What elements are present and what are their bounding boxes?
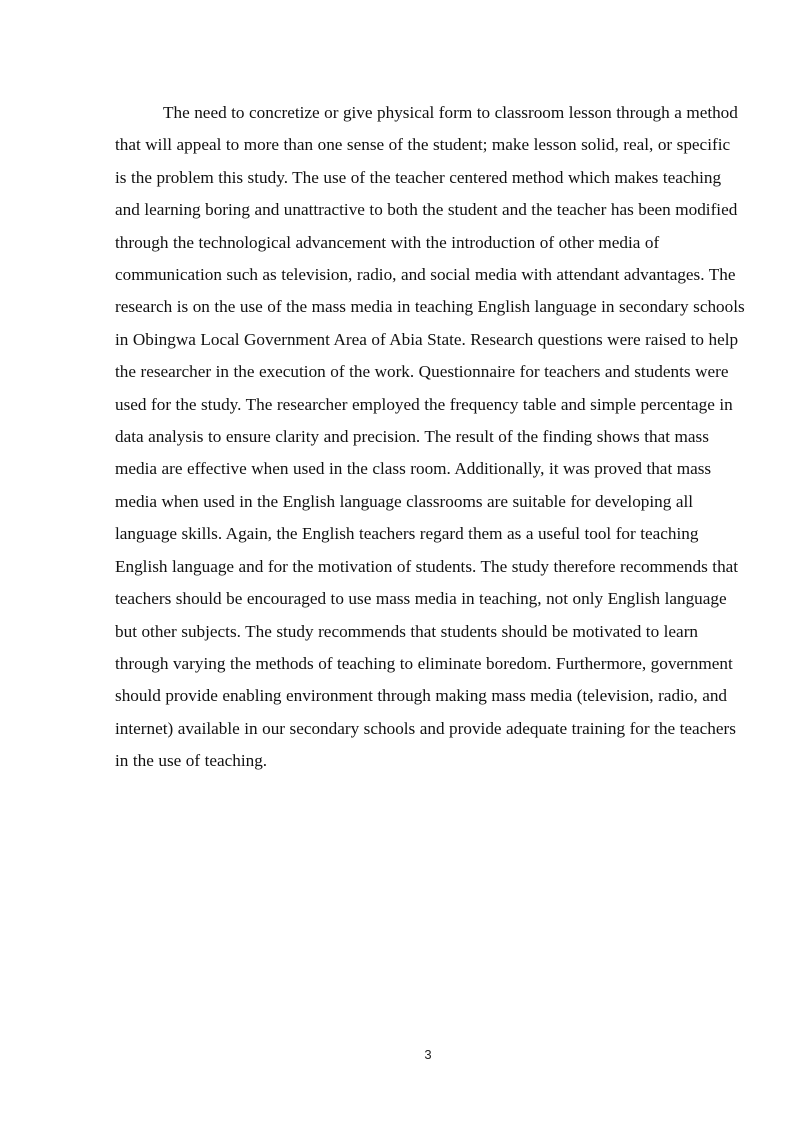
page-number: 3 — [424, 1047, 432, 1062]
abstract-paragraph: The need to concretize or give physical form to classroom lesson through a method that will appeal to more than one sense of the student; make lesson solid, real, or specific is the problem this study. The use of the teacher centered method which makes teaching and learning boring and unattractive to both the student and the teacher has been modified through the technological advancement with the introduction of other media of communication such as television, radio, and social media with attendant advantages. The research is on the use of the mass media in teaching English language in secondary schools in Obingwa Local Government Area of Abia State. Research questions were raised to help the researcher in the execution of the work. Questionnaire for teachers and students were used for the study. The researcher employed the frequency table and simple percentage in data analysis to ensure clarity and precision. The result of the finding shows that mass media are effective when used in the class room. Additionally, it was proved that mass media when used in the English language classrooms are suitable for developing all language skills. Again, the English teachers regard them as a useful tool for teaching English language and for the motivation of students. The study therefore recommends that teachers should be encouraged to use mass media in teaching, not only English language but other subjects. The study recommends that students should be motivated to learn through varying the methods of teaching to eliminate boredom. Furthermore, government should provide enabling environment through making mass media (television, radio, and internet) available in our secondary schools and provide adequate training for the teachers in the use of teaching. — [115, 103, 745, 771]
